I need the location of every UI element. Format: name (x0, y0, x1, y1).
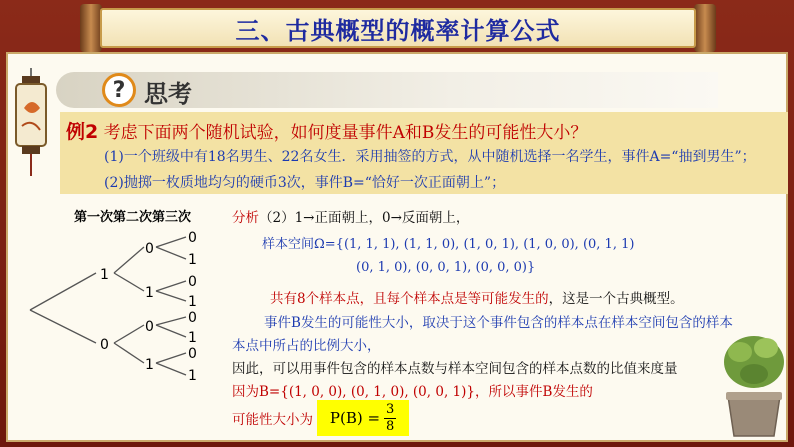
sample-space-line-2: (0, 1, 0), (0, 0, 1), (0, 0, 0)} (356, 260, 536, 275)
tree-node-l2-4: 1 (145, 357, 154, 373)
formula-numerator: 3 (385, 401, 395, 417)
sample-count-line (270, 287, 684, 307)
scroll-ornament-left (80, 4, 102, 52)
slide-title: 三、古典概型的概率计算公式 (235, 16, 561, 45)
example-item-2: (2)抛掷一枚质地均匀的硬币3次，事件B=“恰好一次正面朝上”； (104, 175, 506, 191)
tree-node-l3-6: 1 (188, 330, 197, 346)
example-question-text: 考虑下面两个随机试验，如何度量事件A和B发生的可能性大小？ (98, 123, 588, 143)
formula-fraction (384, 403, 396, 434)
sample-count-tail: ，这是一个古典概型。 (548, 291, 684, 307)
scroll-ornament-right (694, 4, 716, 52)
title-bar (100, 8, 696, 48)
paragraph-line-4: 因为B={(1, 0, 0), (0, 1, 0), (0, 0, 1)}，所以事件B发生的 (232, 384, 593, 400)
tree-node-l3-4: 1 (188, 294, 197, 310)
think-heading: 思考 (144, 80, 192, 108)
question-icon: ? (102, 73, 136, 107)
tree-node-l3-8: 1 (188, 368, 197, 384)
example-number: 例2 (66, 121, 99, 143)
tree-node-l3-7: 0 (188, 346, 197, 362)
tree-node-l2-1: 0 (145, 241, 154, 257)
sample-count-text: 共有8个样本点，且每个样本点是等可能发生的 (270, 291, 549, 307)
analysis-line-1-text: （2）1→正面朝上，0→反面朝上， (259, 210, 470, 226)
example-question (66, 117, 587, 144)
probability-tree (28, 225, 228, 395)
potted-plant-icon (718, 322, 790, 440)
analysis-label: 分析 (232, 210, 259, 226)
sample-space-line-1: 样本空间Ω={(1, 1, 1), (1, 1, 0), (1, 0, 1), (1, 0, 0), (0, 1, 1) (262, 237, 635, 252)
tree-node-l2-3: 0 (145, 319, 154, 335)
tree-node-l3-2: 1 (188, 252, 197, 268)
example-item-1: (1)一个班级中有18名男生、22名女生．采用抽签的方式，从中随机选择一名学生，事件A=“抽到男生”； (104, 149, 756, 165)
tree-header: 第一次第二次第三次 (74, 210, 192, 225)
formula-denominator: 8 (385, 418, 395, 434)
tree-node-l3-1: 0 (188, 230, 197, 246)
paragraph-line-2: 本点中所占的比例大小， (232, 338, 381, 354)
paragraph-line-5: 可能性大小为 (232, 412, 313, 428)
paragraph-line-1: 事件B发生的可能性大小，取决于这个事件包含的样本点在样本空间包含的样本 (264, 315, 733, 331)
tree-node-l2-2: 1 (145, 285, 154, 301)
analysis-line-1 (232, 206, 469, 226)
probability-formula (317, 400, 409, 436)
tree-node-l3-3: 0 (188, 274, 197, 290)
formula-lhs: P(B) = (329, 409, 381, 427)
paragraph-line-3: 因此，可以用事件包含的样本点数与样本空间包含的样本点数的比值来度量 (232, 361, 678, 377)
tree-node-l3-5: 0 (188, 310, 197, 326)
lantern-icon (10, 68, 52, 178)
tree-node-l1-1: 1 (100, 267, 109, 283)
tree-node-l1-2: 0 (100, 337, 109, 353)
